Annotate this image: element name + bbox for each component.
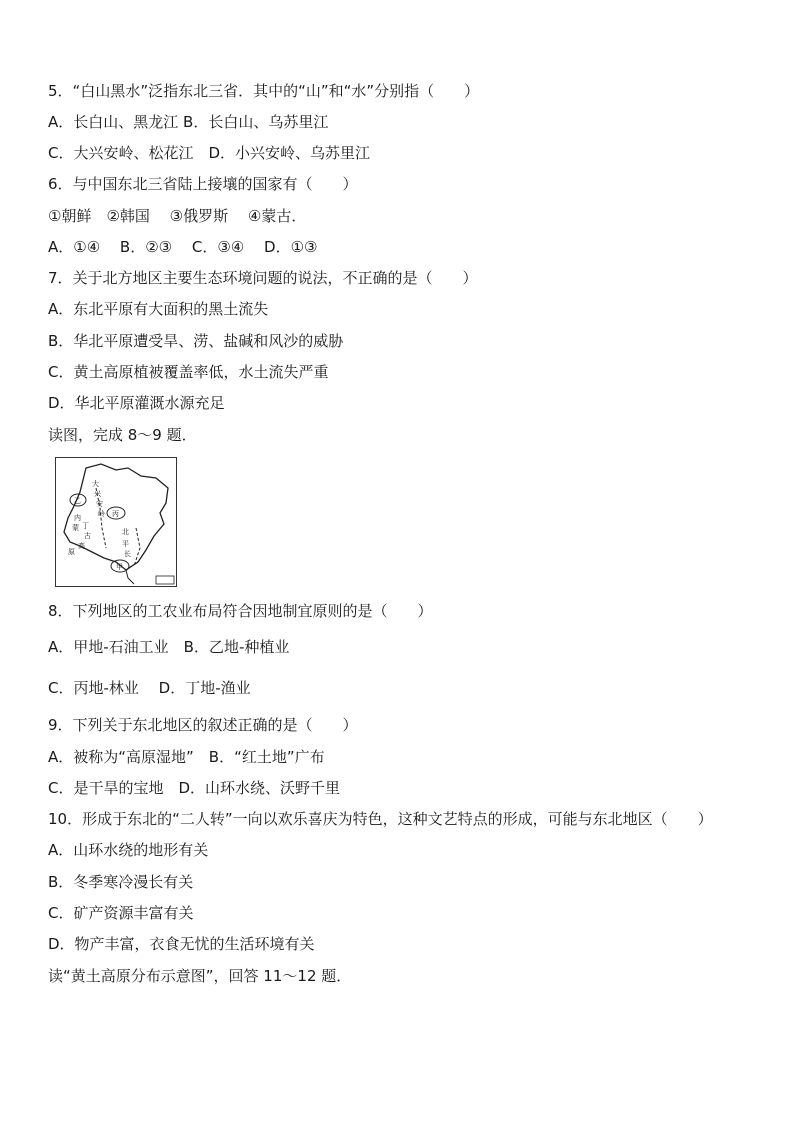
q7-option-a: A．东北平原有大面积的黑土流失 [48,300,269,318]
label-meng: 蒙 [72,524,79,532]
northeast-map [56,458,176,586]
label-nei: 内 [74,514,81,522]
q9-options-ab: A．被称为“高原湿地” B．“红土地”广布 [48,748,325,766]
q7-stem: 7．关于北方地区主要生态环境问题的说法，不正确的是（ ） [48,269,478,287]
q8-options-ab: A．甲地-石油工业 B．乙地-种植业 [48,638,290,656]
label-yuan: 原 [68,548,75,556]
q7-option-b: B．华北平原遭受旱、涝、盐碱和风沙的威胁 [48,332,344,350]
q5-options-ab: A．长白山、黑龙江 B．长白山、乌苏里江 [48,113,329,131]
label-gao: 高 [78,542,85,550]
label-bing: 丙 [112,510,119,518]
label-da: 大 [92,480,99,488]
label-ling: 岭 [98,510,105,518]
coast-line [126,570,134,584]
label-ping: 平 [122,540,129,548]
q8-options-cd: C．丙地-林业 D．丁地-渔业 [48,679,251,697]
label-ding: 丁 [82,522,89,530]
q10-option-c: C．矿产资源丰富有关 [48,904,194,922]
map-corner-box [156,576,174,584]
q9-stem: 9．下列关于东北地区的叙述正确的是（ ） [48,716,358,734]
northeast-map-figure [55,457,177,587]
q10-option-d: D．物产丰富，衣食无忧的生活环境有关 [48,935,315,953]
q8-stem: 8．下列地区的工农业布局符合因地制宜原则的是（ ） [48,602,433,620]
q7-option-d: D．华北平原灌溉水源充足 [48,394,225,412]
q11-12-intro: 读“黄土高原分布示意图”，回答 11～12 题． [48,967,352,985]
q10-stem: 10．形成于东北的“二人转”一向以欢乐喜庆为特色，这种文艺特点的形成，可能与东北地区（ ） [48,810,713,828]
q5-options-cd: C．大兴安岭、松花江 D．小兴安岭、乌苏里江 [48,144,371,162]
q10-option-b: B．冬季寒冷漫长有关 [48,873,194,891]
label-gu: 古 [84,532,91,540]
q9-options-cd: C．是干旱的宝地 D．山环水绕、沃野千里 [48,779,341,797]
q7-option-c: C．黄土高原植被覆盖率低，水土流失严重 [48,363,329,381]
q6-stem: 6．与中国东北三省陆上接壤的国家有（ ） [48,175,358,193]
q6-options: A．①④ B．②③ C．③④ D．①③ [48,238,318,256]
label-bei: 北 [122,528,129,536]
label-chang: 长 [124,550,131,558]
q10-option-a: A．山环水绕的地形有关 [48,841,209,859]
q8-9-intro: 读图，完成 8～9 题． [48,426,197,444]
label-jia: 甲 [116,563,123,571]
q5-stem: 5．“白山黑水”泛指东北三省．其中的“山”和“水”分别指（ ） [48,82,480,100]
label-xing: 兴 [94,490,101,498]
label-yi: 乙 [74,497,81,505]
q6-items: ①朝鲜 ②韩国 ③俄罗斯 ④蒙古． [48,207,307,225]
label-an: 安 [96,500,103,508]
